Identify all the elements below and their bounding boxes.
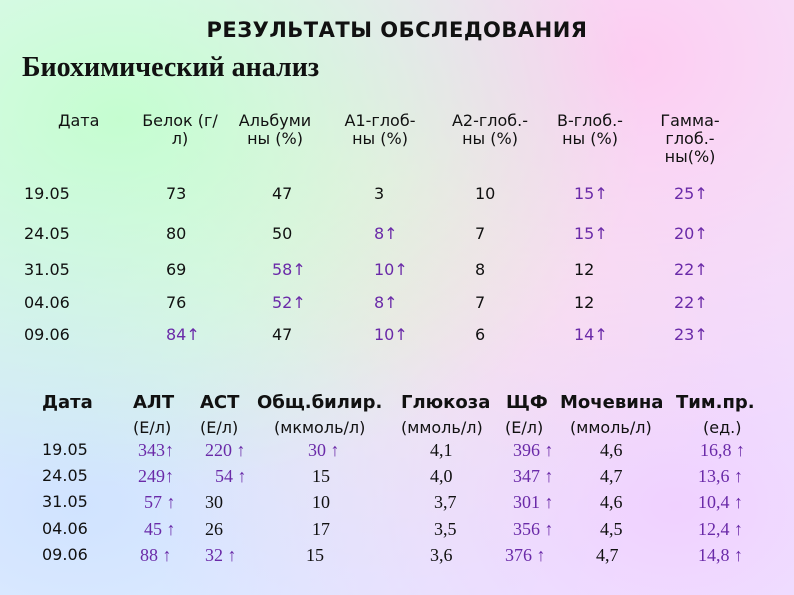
value-cell: 4,6 [600,440,623,460]
value-cell: 69 [166,260,187,279]
value-cell: 4,7 [596,545,619,565]
column-header: ЩФ [506,392,548,413]
column-header: Дата [42,392,93,413]
unit-label: (ммоль/л) [401,418,483,437]
value-cell: 45 ↑ [144,519,176,539]
value-cell: 356 ↑ [513,519,554,539]
value-cell: 23↑ [674,325,708,344]
date-cell: 24.05 [42,466,88,485]
value-cell: 12 [574,293,595,312]
value-cell: 20↑ [674,224,708,243]
value-cell: 15↑ [574,184,608,203]
value-cell: 30 ↑ [308,440,340,460]
value-cell: 52↑ [272,293,306,312]
column-header: В-глоб.- ны (%) [557,111,623,148]
value-cell: 7 [475,224,486,243]
value-cell: 343↑ [138,440,174,460]
column-header: Глюкоза [401,392,491,413]
value-cell: 14,8 ↑ [698,545,743,565]
value-cell: 347 ↑ [513,466,554,486]
page-title: РЕЗУЛЬТАТЫ ОБСЛЕДОВАНИЯ [206,18,588,42]
column-header: А2-глоб.- ны (%) [451,111,529,148]
value-cell: 47 [272,325,293,344]
value-cell: 22↑ [674,260,708,279]
column-header: Альбуми ны (%) [238,111,312,148]
value-cell: 47 [272,184,293,203]
value-cell: 10↑ [374,260,408,279]
value-cell: 22↑ [674,293,708,312]
column-header: Белок (г/л) [142,111,218,148]
value-cell: 73 [166,184,187,203]
date-cell: 04.06 [24,293,70,312]
value-cell: 4,0 [430,466,453,486]
column-header: Гамма- глоб.- ны(%) [660,111,720,166]
column-header: Мочевина [560,392,664,413]
date-cell: 31.05 [24,260,70,279]
column-header: Дата [58,111,100,130]
value-cell: 4,7 [600,466,623,486]
value-cell: 10 [475,184,496,203]
date-cell: 24.05 [24,224,70,243]
date-cell: 09.06 [42,545,88,564]
value-cell: 7 [475,293,486,312]
value-cell: 26 [205,519,223,539]
value-cell: 396 ↑ [513,440,554,460]
unit-label: (Е/л) [200,418,239,437]
value-cell: 4,6 [600,492,623,512]
date-cell: 04.06 [42,519,88,538]
date-cell: 19.05 [24,184,70,203]
value-cell: 76 [166,293,187,312]
value-cell: 30 [205,492,223,512]
date-cell: 31.05 [42,492,88,511]
value-cell: 376 ↑ [505,545,546,565]
value-cell: 12 [574,260,595,279]
unit-label: (Е/л) [505,418,544,437]
value-cell: 13,6 ↑ [698,466,743,486]
column-header: Тим.пр. [676,392,755,413]
value-cell: 10↑ [374,325,408,344]
unit-label: (мкмоль/л) [274,418,366,437]
value-cell: 220 ↑ [205,440,246,460]
value-cell: 3,5 [434,519,457,539]
column-header: А1-глоб- ны (%) [344,111,416,148]
value-cell: 84↑ [166,325,200,344]
value-cell: 17 [312,519,330,539]
column-header: Общ.билир. [257,392,383,413]
value-cell: 10 [312,492,330,512]
value-cell: 4,1 [430,440,453,460]
value-cell: 50 [272,224,293,243]
value-cell: 6 [475,325,486,344]
value-cell: 57 ↑ [144,492,176,512]
section-subtitle: Биохимический анализ [22,52,320,83]
value-cell: 3 [374,184,385,203]
value-cell: 301 ↑ [513,492,554,512]
date-cell: 19.05 [42,440,88,459]
value-cell: 54 ↑ [215,466,247,486]
value-cell: 8↑ [374,293,398,312]
value-cell: 3,6 [430,545,453,565]
unit-label: (Е/л) [133,418,172,437]
value-cell: 25↑ [674,184,708,203]
column-header: АЛТ [133,392,175,413]
value-cell: 80 [166,224,187,243]
value-cell: 88 ↑ [140,545,172,565]
value-cell: 32 ↑ [205,545,237,565]
value-cell: 15↑ [574,224,608,243]
value-cell: 16,8 ↑ [700,440,745,460]
value-cell: 249↑ [138,466,174,486]
value-cell: 4,5 [600,519,623,539]
date-cell: 09.06 [24,325,70,344]
value-cell: 8 [475,260,486,279]
value-cell: 15 [306,545,324,565]
column-header: АСТ [200,392,240,413]
value-cell: 14↑ [574,325,608,344]
value-cell: 3,7 [434,492,457,512]
value-cell: 8↑ [374,224,398,243]
value-cell: 58↑ [272,260,306,279]
unit-label: (ммоль/л) [570,418,652,437]
value-cell: 10,4 ↑ [698,492,743,512]
value-cell: 15 [312,466,330,486]
unit-label: (ед.) [703,418,742,437]
value-cell: 12,4 ↑ [698,519,743,539]
